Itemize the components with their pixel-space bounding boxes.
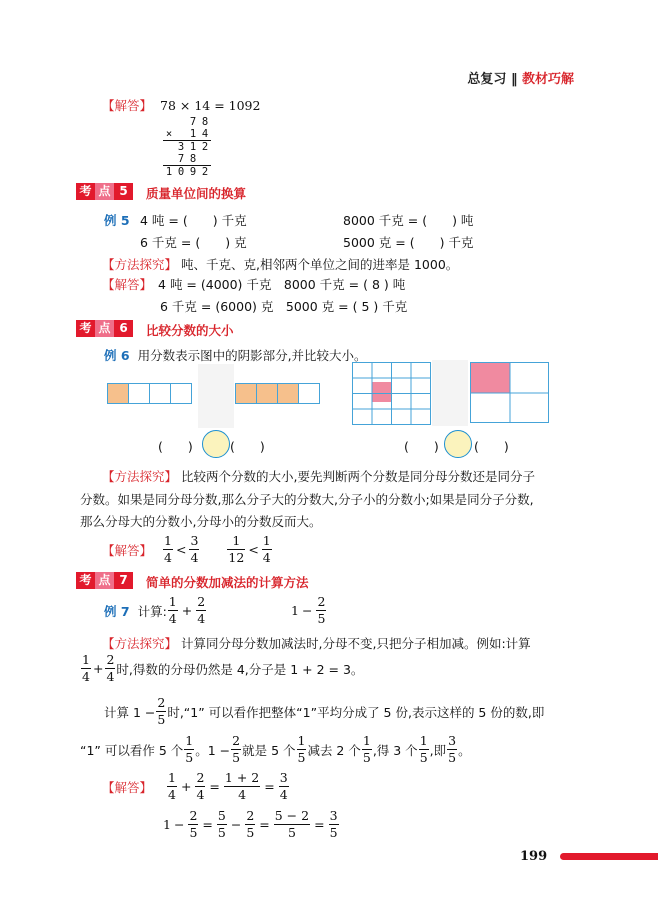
- blank-1[interactable]: ( ): [158, 439, 193, 454]
- blank-3[interactable]: ( ): [404, 439, 439, 454]
- strip-cell-shaded: [235, 383, 257, 404]
- strip-cell: [298, 383, 320, 404]
- kp5-answer: 【解答】 4 吨 = (4000) 千克 8000 千克 = ( 8 ) 吨: [102, 277, 406, 292]
- footer-bar: [560, 853, 658, 860]
- kp7-method-1: 【方法探究】 计算同分母分数加减法时,分母不变,只把分子相加减。例如:计算: [102, 636, 531, 651]
- kp7-badge: 考 点 7: [76, 572, 133, 589]
- figure-bg-right: [432, 360, 468, 426]
- strip-cell: [128, 383, 150, 404]
- blank-4[interactable]: ( ): [474, 439, 509, 454]
- grid-4x4: [352, 362, 432, 426]
- kp7-answer-2: 1 − $\frac{2}{5}$ = $\frac{5}{5}$ − $\frac{2}{5}$ = $\frac{5 - 2}{5}$ = $\frac{3}{5}$: [163, 808, 338, 840]
- kp5-method: 【方法探究】 吨、千克、克,相邻两个单位之间的进率是 1000。: [102, 257, 459, 272]
- strip-cell: [149, 383, 171, 404]
- kp7-method-3: 计算 1 − $\frac{2}{5}$ 时,“1” 可以看作把整体“1”平均分成了 5 份,表示这样的 5 份的数,即: [104, 695, 545, 727]
- kp5-q2: 8000 千克 = ( ) 吨: [343, 213, 474, 228]
- vertical-multiplication: 7 8 × 1 4 3 1 2 7 8 1 0 9 2: [163, 116, 211, 178]
- header-left: 总复习: [467, 72, 507, 87]
- strip-cell-shaded: [107, 383, 129, 404]
- strip-cell-shaded: [277, 383, 299, 404]
- kp6-answer: 【解答】 $\frac{1}{4}$ < $\frac{3}{4}$ $\frac{1}{12}$ < $\frac{1}{4}$: [102, 533, 271, 565]
- kp6-method-1: 【方法探究】 比较两个分数的大小,要先判断两个分数是同分母分数还是同分子: [102, 469, 535, 484]
- compare-circle-1[interactable]: [202, 430, 230, 458]
- blank-2[interactable]: ( ): [230, 439, 265, 454]
- grid-2x2: [470, 362, 550, 424]
- kp5-q1: 4 吨 = ( ) 千克: [140, 213, 247, 228]
- header-right: 教材巧解: [521, 72, 574, 87]
- kp6-method-2: 分数。如果是同分母分数,那么分子大的分数大,分子小的分数小;如果是同分子分数,: [80, 492, 534, 507]
- compare-circle-2[interactable]: [444, 430, 472, 458]
- kp7-example: 例 7 计算: $\frac{1}{4}$ + $\frac{2}{4}$: [104, 594, 206, 626]
- kp6-title: 比较分数的大小: [146, 323, 234, 338]
- kp7-answer-1: 【解答】 $\frac{1}{4}$ + $\frac{2}{4}$ = $\frac{1 + 2}{4}$ = $\frac{3}{4}$: [102, 770, 288, 802]
- kp5-badge: 考 点 5: [76, 183, 133, 200]
- kp6-method-3: 那么分母大的分数小,分母小的分数反而大。: [80, 514, 322, 529]
- kp5-q4: 5000 克 = ( ) 千克: [343, 235, 474, 250]
- kp7-method-2: $\frac{1}{4}$ + $\frac{2}{4}$ 时,得数的分母仍然是 4,分子是 1 + 2 = 3。: [82, 652, 364, 684]
- kp5-title: 质量单位间的换算: [146, 186, 247, 201]
- kp6-badge: 考 点 6: [76, 320, 133, 337]
- strip-cell: [170, 383, 192, 404]
- kp6-question: 例 6 用分数表示图中的阴影部分,并比较大小。: [104, 348, 367, 363]
- page-header: [467, 68, 574, 87]
- figure-bg-left: [198, 364, 234, 428]
- equation: 78 × 14 = 1092: [160, 98, 261, 113]
- header-sep: ‖: [510, 72, 518, 87]
- kp5-answer-2: 6 千克 = (6000) 克 5000 克 = ( 5 ) 千克: [160, 299, 408, 314]
- fraction-strip-1: [108, 383, 192, 404]
- kp7-method-4: “1” 可以看作 5 个 $\frac{1}{5}$ 。1 − $\frac{2}{5}$ 就是 5 个 $\frac{1}{5}$ 减去 2 个 $\frac{1}{5}$ ,得 3 个 $\frac{1}{5}$ ,即 $\frac{3}{5}$ 。: [80, 733, 471, 765]
- kp7-title: 简单的分数加减法的计算方法: [146, 575, 309, 590]
- strip-cell-shaded: [256, 383, 278, 404]
- fraction-strip-2: [236, 383, 320, 404]
- kp7-example-2: 1 − $\frac{2}{5}$: [291, 594, 326, 626]
- kp5-example-label: 例 5: [104, 213, 130, 228]
- kp5-q3: 6 千克 = ( ) 克: [140, 235, 247, 250]
- answer-78x14: 【解答】 78 × 14 = 1092: [102, 98, 261, 113]
- page-number: 199: [520, 849, 548, 864]
